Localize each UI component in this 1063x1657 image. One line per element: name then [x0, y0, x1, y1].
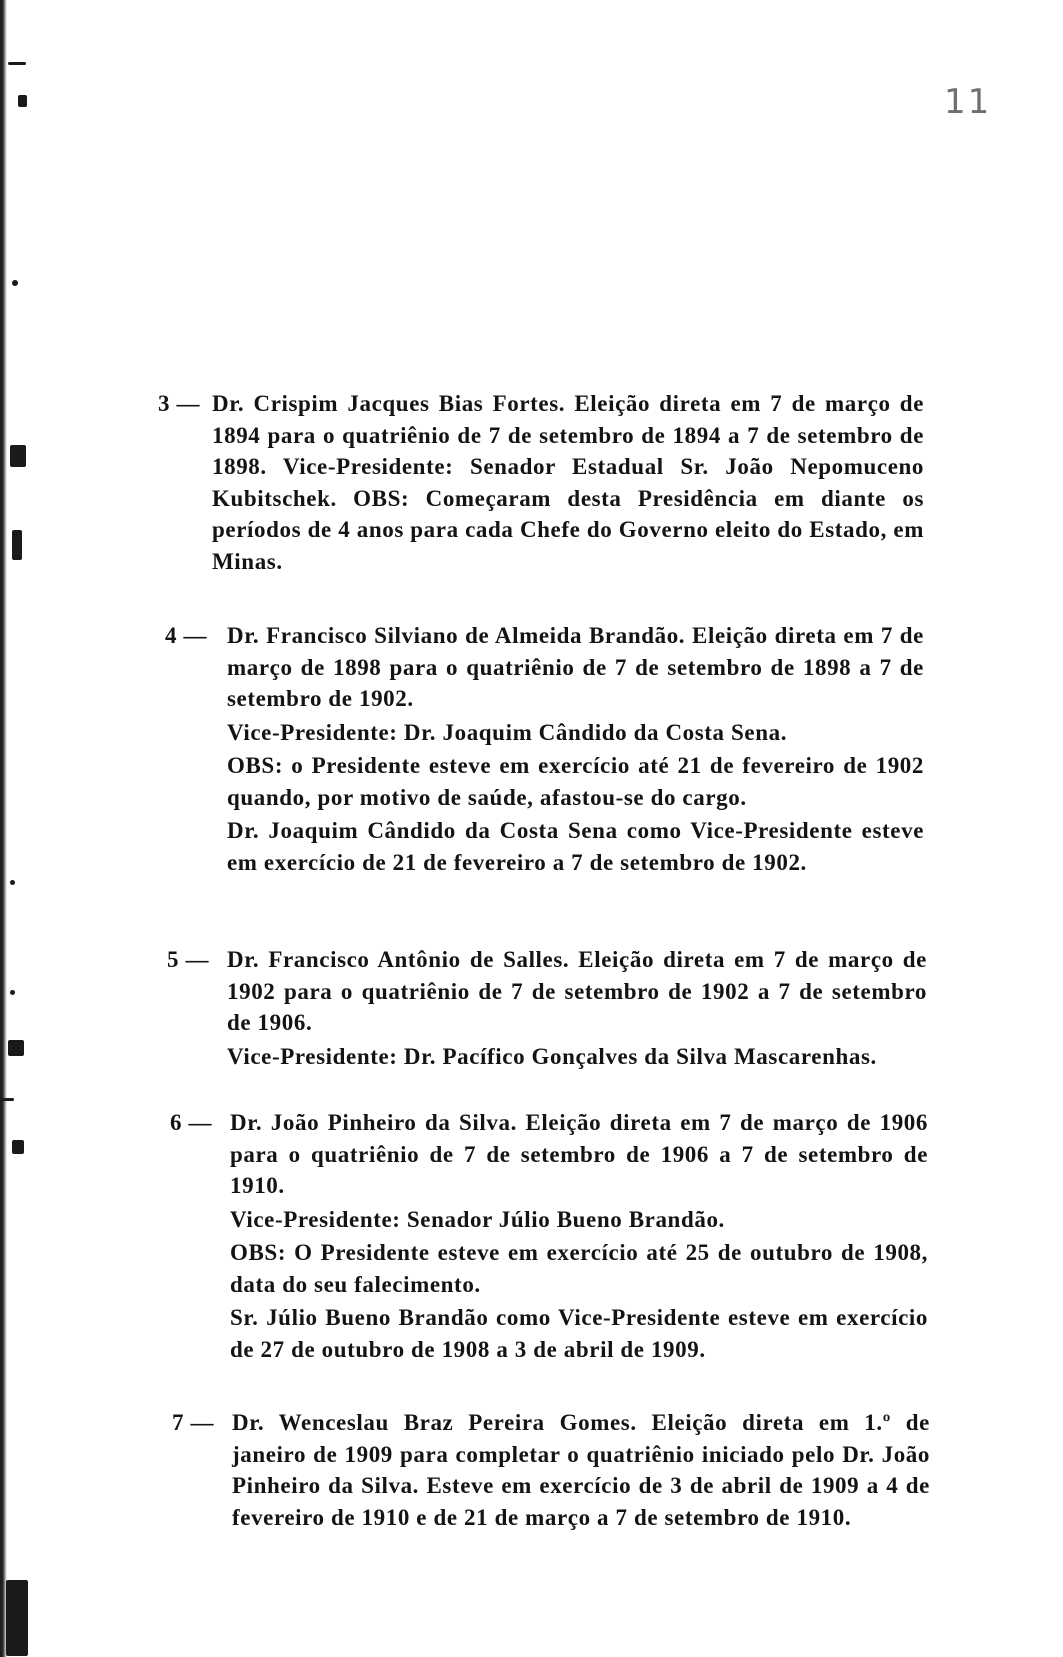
scan-mark	[6, 1580, 28, 1656]
entry-3	[158, 388, 924, 577]
entry-paragraph: Vice-Presidente: Senador Júlio Bueno Brandão.	[230, 1206, 725, 1232]
page-number: 11	[944, 82, 992, 122]
entry-number: 4 —	[165, 623, 208, 648]
entry-paragraph: Dr. Francisco Antônio de Salles. Eleição direta em 7 de março de 1902 para o quatriênio de 7 de setembro de 1902 a 7 de setembro de 1906.	[227, 947, 927, 1035]
scan-mark	[12, 530, 22, 560]
scan-mark	[12, 280, 18, 286]
entry-paragraph: Sr. Júlio Bueno Brandão como Vice-Presidente esteve em exercício de 27 de outubro de 1908 a 3 de abril de 1909.	[230, 1305, 928, 1362]
scan-mark	[8, 62, 26, 65]
entry-7	[172, 1407, 930, 1533]
entry-paragraph: OBS: O Presidente esteve em exercício até 25 de outubro de 1908, data do seu falecimento.	[230, 1240, 928, 1297]
entry-number: 3 —	[158, 391, 201, 416]
entry-number: 7 —	[172, 1410, 215, 1435]
entry-number: 6 —	[170, 1110, 213, 1135]
entry-5	[167, 944, 927, 1072]
entry-paragraph: Dr. Joaquim Cândido da Costa Sena como Vice-Presidente esteve em exercício de 21 de fevereiro a 7 de setembro de 1902.	[227, 818, 924, 875]
entry-paragraph: Vice-Presidente: Dr. Pacífico Gonçalves da Silva Mascarenhas.	[227, 1043, 877, 1069]
scan-edge	[0, 0, 7, 1657]
entry-number: 5 —	[167, 947, 210, 972]
scan-mark	[10, 990, 15, 995]
scan-mark	[0, 1098, 14, 1101]
entry-paragraph: OBS: o Presidente esteve em exercício até 21 de fevereiro de 1902 quando, por motivo de saúde, afastou-se do cargo.	[227, 753, 924, 810]
scan-mark	[12, 1140, 24, 1154]
entry-paragraph: Dr. João Pinheiro da Silva. Eleição direta em 7 de março de 1906 para o quatriênio de 7 de setembro de 1906 a 7 de setembro de 1910.	[230, 1110, 928, 1198]
scan-mark	[10, 445, 26, 467]
entry-6	[170, 1107, 928, 1365]
entry-paragraph: Dr. Wenceslau Braz Pereira Gomes. Eleição direta em 1.º de janeiro de 1909 para completar o quatriênio iniciado pelo Dr. João Pinheiro da Silva. Esteve em exercício de 3 de abril de 1909 a 4 de fevereiro de 1910 e de 21 de março a 7 de setembro de 1910.	[232, 1410, 930, 1530]
scan-mark	[8, 1040, 24, 1056]
entry-paragraph: Vice-Presidente: Dr. Joaquim Cândido da Costa Sena.	[227, 719, 788, 745]
entry-paragraph: Dr. Francisco Silviano de Almeida Brandão. Eleição direta em 7 de março de 1898 para o quatriênio de 7 de setembro de 1898 a 7 de setembro de 1902.	[227, 623, 924, 711]
entry-paragraph: Dr. Crispim Jacques Bias Fortes. Eleição direta em 7 de março de 1894 para o quatriênio de 7 de setembro de 1894 a 7 de setembro de 1898. Vice-Presidente: Senador Estadual Sr. João Nepomuceno Kubitschek. OBS: Começaram desta Presidência em diante os períodos de 4 anos para cada Chefe do Governo eleito do Estado, em Minas.	[212, 391, 924, 574]
entry-4	[165, 620, 924, 878]
scan-mark	[18, 95, 27, 107]
scan-mark	[10, 880, 15, 885]
